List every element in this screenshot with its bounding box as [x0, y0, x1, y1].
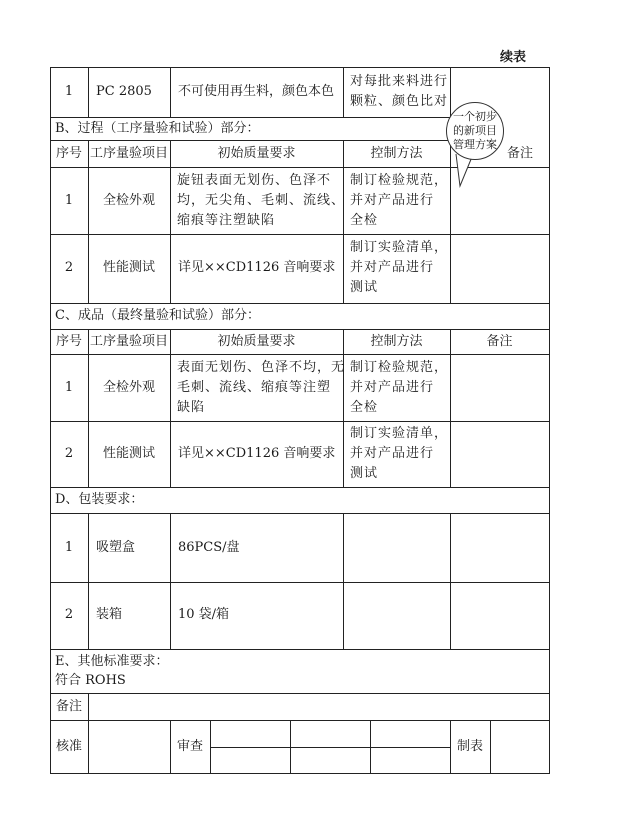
- rule-mid: [210, 747, 450, 748]
- header-no: 序号: [55, 334, 82, 349]
- col-line: [450, 167, 451, 303]
- c-row1-method: 制订检验规范， 并对产品进行 全检: [350, 360, 449, 415]
- row0-item: PC 2805: [96, 84, 152, 99]
- section-e-text: 符合 ROHS: [55, 673, 126, 688]
- header-no: 序号: [55, 146, 82, 161]
- col-line: [170, 513, 171, 649]
- section-e-title: E、其他标准要求：: [55, 654, 169, 669]
- b-row2-no: 2: [64, 260, 74, 275]
- col-line: [170, 140, 171, 303]
- d-row1-no: 1: [64, 540, 74, 555]
- c-row1-item: 全检外观: [102, 380, 155, 395]
- b-row2-item: 性能测试: [102, 260, 155, 275]
- c-row2-requirement: 详见××CD1126 音响要求: [178, 446, 336, 461]
- d-row2-requirement: 10 袋/箱: [178, 607, 230, 622]
- d-row1-item: 吸塑盒: [96, 540, 136, 555]
- col-line: [88, 67, 89, 117]
- border-right: [549, 67, 550, 773]
- col-line: [88, 140, 89, 303]
- section-c-title: C、成品（最终量验和试验）部分：: [55, 308, 260, 323]
- c-row2-no: 2: [64, 446, 74, 461]
- col-line: [88, 513, 89, 649]
- b-row1-requirement: 旋钮表面无划伤、色泽不 均，无尖角、毛刺、流线、 缩痕等注塑缺陷: [177, 173, 346, 228]
- rule-bottom: [50, 773, 550, 774]
- col-line: [170, 67, 171, 117]
- c-row1-no: 1: [64, 380, 74, 395]
- header-note: 备注: [486, 334, 513, 349]
- b-row1-method: 制订检验规范， 并对产品进行 全检: [350, 173, 449, 228]
- continued-label: 续表: [500, 50, 527, 65]
- header-item: 工序量验项目: [89, 334, 168, 349]
- b-row1-no: 1: [64, 193, 74, 208]
- header-item: 工序量验项目: [89, 146, 168, 161]
- header-method: 控制方法: [370, 334, 423, 349]
- rule-top: [50, 67, 550, 68]
- row0-no: 1: [64, 84, 74, 99]
- rule: [50, 693, 550, 694]
- speech-bubble: 一个初步 的新项目 管理方案: [446, 102, 504, 160]
- rule: [50, 329, 550, 330]
- b-row1-item: 全检外观: [102, 193, 155, 208]
- c-row2-method: 制订实验清单， 并对产品进行 测试: [350, 426, 449, 481]
- approve-label: 核准: [55, 739, 82, 754]
- header-note: 备注: [507, 146, 534, 161]
- header-method: 控制方法: [370, 146, 423, 161]
- row0-method: 对每批来料进行 颗粒、颜色比对: [350, 74, 449, 109]
- rule: [50, 421, 550, 422]
- col-line: [88, 693, 89, 773]
- d-row1-requirement: 86PCS/盘: [178, 540, 240, 555]
- col-line: [343, 67, 344, 117]
- header-requirement: 初始质量要求: [217, 334, 296, 349]
- rule: [50, 234, 550, 235]
- d-row2-no: 2: [64, 607, 74, 622]
- c-row2-item: 性能测试: [102, 446, 155, 461]
- col-line: [490, 720, 491, 773]
- header-requirement: 初始质量要求: [217, 146, 296, 161]
- rule: [50, 303, 550, 304]
- prepare-label: 制表: [456, 739, 483, 754]
- b-row2-method: 制订实验清单， 并对产品进行 测试: [350, 240, 449, 295]
- col-line: [210, 720, 211, 773]
- rule: [50, 354, 550, 355]
- col-line: [370, 720, 371, 773]
- col-line: [170, 329, 171, 487]
- row0-requirement: 不可使用再生料，颜色本色: [178, 84, 335, 99]
- rule: [50, 140, 450, 141]
- remark-label: 备注: [55, 699, 82, 714]
- col-line: [450, 513, 451, 649]
- col-line: [343, 513, 344, 649]
- rule: [50, 649, 550, 650]
- col-line: [290, 720, 291, 773]
- rule: [50, 582, 550, 583]
- d-row2-item: 装箱: [96, 607, 123, 622]
- b-row2-requirement: 详见××CD1126 音响要求: [178, 260, 336, 275]
- c-row1-requirement: 表面无划伤、色泽不均，无 毛刺、流线、缩痕等注塑 缺陷: [177, 360, 346, 415]
- rule: [50, 117, 450, 118]
- section-d-title: D、包装要求：: [55, 492, 144, 507]
- border-left: [50, 67, 51, 773]
- col-line: [450, 329, 451, 487]
- rule: [50, 487, 550, 488]
- section-b-title: B、过程（工序量验和试验）部分：: [55, 121, 260, 136]
- rule: [50, 513, 550, 514]
- rule: [50, 720, 550, 721]
- review-label: 审查: [176, 739, 203, 754]
